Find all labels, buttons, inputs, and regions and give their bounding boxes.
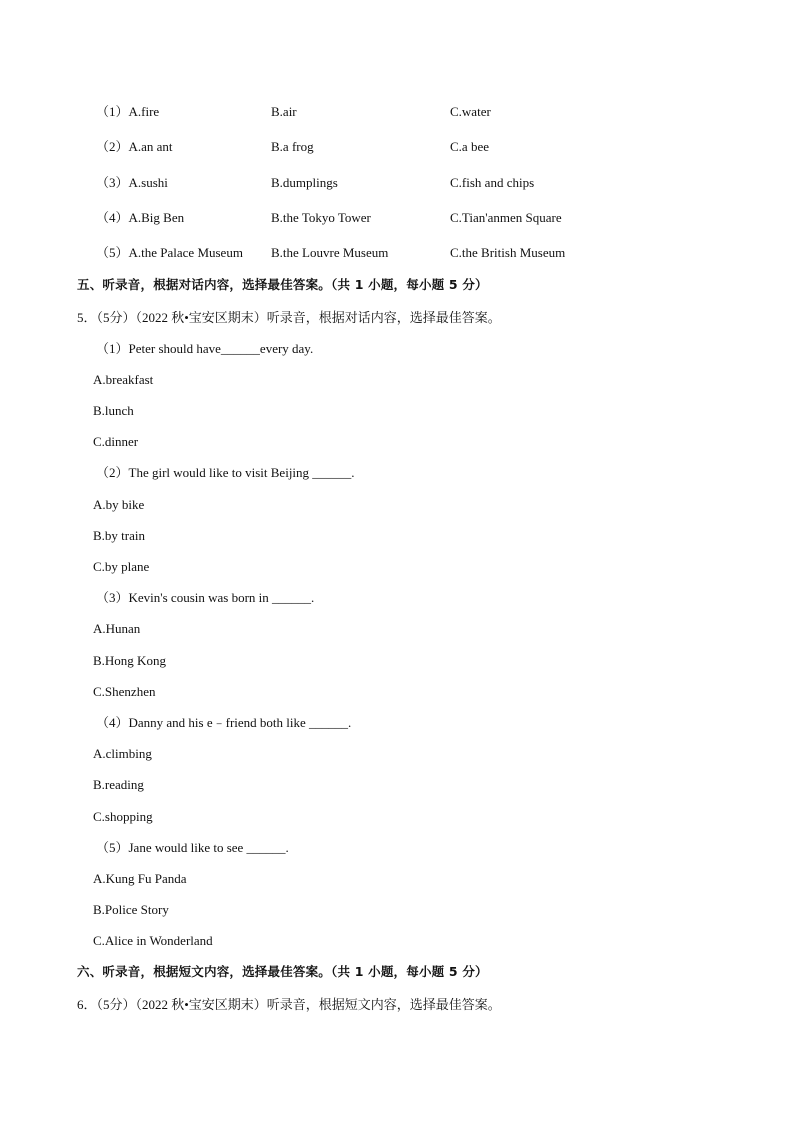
choice-b: B.reading bbox=[93, 777, 144, 792]
choice-a: A.climbing bbox=[93, 746, 152, 761]
section5-heading: 五、听录音，根据对话内容，选择最佳答案。（共 1 小题，每小题 5 分） bbox=[77, 277, 488, 292]
choice-b: B.lunch bbox=[93, 403, 134, 418]
choice-a: A.Kung Fu Panda bbox=[93, 871, 187, 886]
choice-a: A.Hunan bbox=[93, 621, 141, 636]
option-c: C.Tian'anmen Square bbox=[450, 210, 562, 225]
option-b: B.the Louvre Museum bbox=[271, 245, 389, 260]
question-4: （4）Danny and his e﹣friend both like ______. bbox=[96, 715, 352, 730]
choice-c: C.Alice in Wonderland bbox=[93, 933, 213, 948]
option-b: B.air bbox=[271, 104, 297, 119]
choice-c: C.dinner bbox=[93, 434, 139, 449]
choice-c: C.by plane bbox=[93, 559, 150, 574]
option-c: C.the British Museum bbox=[450, 245, 566, 260]
option-b: B.dumplings bbox=[271, 175, 338, 190]
option-a: （2）A.an ant bbox=[96, 139, 173, 154]
problem-5-stem: 5．（5分）（2022 秋•宝安区期末）听录音，根据对话内容，选择最佳答案。 bbox=[77, 310, 501, 325]
option-c: C.fish and chips bbox=[450, 175, 535, 190]
option-b: B.the Tokyo Tower bbox=[271, 210, 371, 225]
choice-a: A.by bike bbox=[93, 497, 145, 512]
question-1: （1）Peter should have______every day. bbox=[96, 341, 314, 356]
problem-6-stem: 6．（5分）（2022 秋•宝安区期末）听录音，根据短文内容，选择最佳答案。 bbox=[77, 997, 501, 1012]
choice-a: A.breakfast bbox=[93, 372, 154, 387]
choice-c: C.Shenzhen bbox=[93, 684, 156, 699]
question-3: （3）Kevin's cousin was born in ______. bbox=[96, 590, 315, 605]
choice-b: B.by train bbox=[93, 528, 145, 543]
option-a: （5）A.the Palace Museum bbox=[96, 245, 243, 260]
choice-b: B.Hong Kong bbox=[93, 653, 166, 668]
question-2: （2）The girl would like to visit Beijing ______. bbox=[96, 465, 355, 480]
choice-b: B.Police Story bbox=[93, 902, 169, 917]
choice-c: C.shopping bbox=[93, 809, 153, 824]
option-c: C.a bee bbox=[450, 139, 489, 154]
option-a: （1）A.fire bbox=[96, 104, 160, 119]
option-b: B.a frog bbox=[271, 139, 314, 154]
question-5: （5）Jane would like to see ______. bbox=[96, 840, 289, 855]
option-a: （4）A.Big Ben bbox=[96, 210, 185, 225]
option-a: （3）A.sushi bbox=[96, 175, 168, 190]
section6-heading: 六、听录音，根据短文内容，选择最佳答案。（共 1 小题，每小题 5 分） bbox=[77, 964, 488, 979]
option-c: C.water bbox=[450, 104, 491, 119]
